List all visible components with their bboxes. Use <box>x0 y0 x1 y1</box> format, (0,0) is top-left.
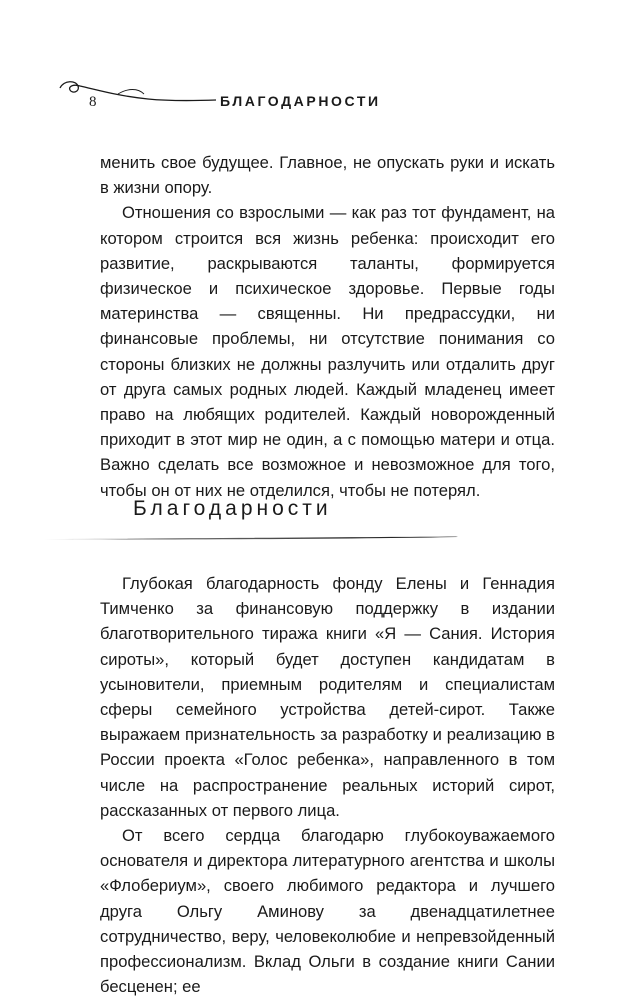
page-number: 8 <box>89 94 97 110</box>
paragraph: Глубокая благодарность фонду Елены и Геннадия Тимченко за финансовую поддержку в издании благотворительного тиража книги «Я — Сания. История сироты», который будет доступен кандидатам в усыновители, приемным родителям и специалистам сферы семейного устройства детей-сирот. Также выражаем признательность за разработку и реализацию в России проекта «Голос ребенка», направленного в том числе на распространение реальных историй сирот, рассказанных от первого лица. <box>100 574 555 820</box>
paragraph: От всего сердца благодарю глубокоуважаемого основателя и директора литературного агентства и школы «Флобериум», своего любимого редактора и лучшего друга Ольгу Аминову за двенадцатилетнее сотрудничество, веру, человеколюбие и непревзойденный профессионализм. Вклад Ольги в создание книги Сании бесценен; ее <box>100 826 555 997</box>
flourish-ornament <box>58 74 218 114</box>
text-block-bottom <box>100 571 555 999</box>
paragraph: менить свое будущее. Главное, не опускать руки и искать в жизни опору. <box>100 153 555 198</box>
running-head <box>58 74 558 114</box>
section-rule <box>44 532 464 544</box>
paragraph: Отношения со взрослыми — как раз тот фундамент, на котором строится вся жизнь ребенка: происходит его развитие, раскрываются таланты, формируется физическое и психическое здоровье. Первые годы материнства — священны. Ни предрассудки, ни финансовые проблемы, ни отсутствие понимания со стороны близких не должны разлучить или отдалить друг от друга самых родных людей. Каждый младенец имеет право на любящих родителей. Каждый новорожденный приходит в этот мир не один, а с помощью матери и отца. Важно сделать все возможное и невозможное для того, чтобы он от них не отделился, чтобы не потерял. <box>100 203 555 500</box>
text-block-top <box>100 150 555 503</box>
section-heading: Благодарности <box>133 497 332 520</box>
running-title: БЛАГОДАРНОСТИ <box>220 93 381 109</box>
